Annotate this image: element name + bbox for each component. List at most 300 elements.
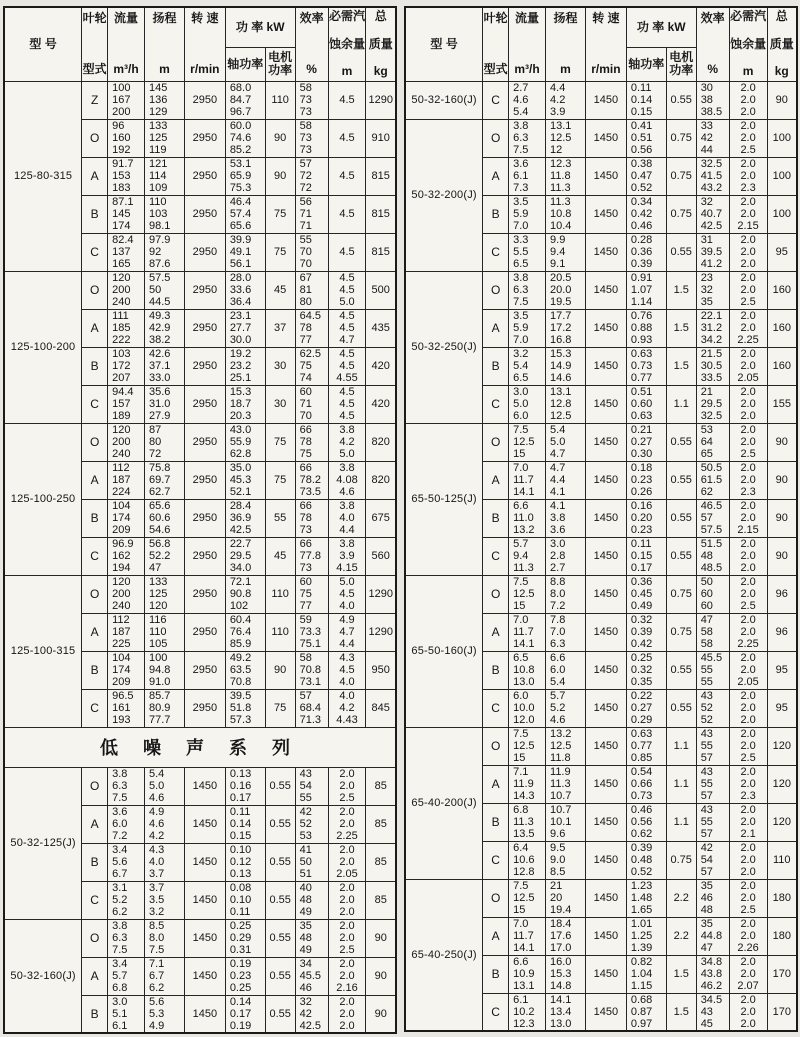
head-cell: 97.9 92 87.6: [145, 233, 185, 271]
efficiency-cell: 23 32 35: [696, 271, 729, 309]
impeller-type-cell: C: [82, 233, 108, 271]
mass-cell: 950: [366, 651, 396, 689]
efficiency-cell: 31 39.5 41.2: [696, 233, 729, 271]
motor-power-cell: 0.55: [265, 919, 295, 957]
head-cell: 5.4 5.0 4.7: [546, 423, 586, 461]
efficiency-cell: 64.5 78 77: [295, 309, 328, 347]
head-cell: 13.1 12.5 12: [546, 119, 586, 157]
header-impeller-type: 叶轮 型式: [82, 7, 108, 81]
impeller-type-cell: O: [483, 879, 509, 917]
shaft-power-cell: 60.0 74.6 85.2: [225, 119, 265, 157]
efficiency-cell: 41 50 51: [295, 843, 328, 881]
speed-cell: 2950: [184, 233, 225, 271]
model-cell: 125-100-315: [4, 575, 82, 727]
mass-cell: 815: [366, 157, 396, 195]
flow-cell: 91.7 153 183: [108, 157, 145, 195]
impeller-type-cell: B: [82, 995, 108, 1033]
npsh-cell: 2.0 2.0 2.15: [729, 195, 767, 233]
impeller-type-cell: B: [483, 195, 509, 233]
header-mass: 总 质量 kg: [767, 7, 797, 81]
motor-power-cell: 0.75: [666, 841, 696, 879]
shaft-power-cell: 19.2 23.2 25.1: [225, 347, 265, 385]
head-cell: 13.1 12.8 12.5: [546, 385, 586, 423]
speed-cell: 1450: [585, 917, 626, 955]
flow-cell: 120 200 240: [108, 271, 145, 309]
flow-cell: 3.5 5.9 7.0: [509, 195, 546, 233]
model-cell: 125-100-200: [4, 271, 82, 423]
impeller-type-cell: C: [483, 385, 509, 423]
npsh-cell: 2.0 2.0 2.3: [729, 157, 767, 195]
mass-cell: 170: [767, 955, 797, 993]
model-cell: 50-32-125(J): [4, 767, 82, 919]
motor-power-cell: 90: [265, 119, 295, 157]
mass-cell: 95: [767, 233, 797, 271]
mass-cell: 180: [767, 879, 797, 917]
shaft-power-cell: 68.0 84.7 96.7: [225, 81, 265, 119]
efficiency-cell: 43 55 57: [696, 765, 729, 803]
header-power: 功 率 kW: [626, 7, 696, 47]
impeller-type-cell: A: [483, 917, 509, 955]
motor-power-cell: 110: [265, 613, 295, 651]
efficiency-cell: 60 75 77: [295, 575, 328, 613]
model-cell: 125-100-250: [4, 423, 82, 575]
mass-cell: 96: [767, 613, 797, 651]
table-row: [4, 767, 396, 805]
model-cell: 65-40-200(J): [405, 727, 483, 879]
mass-cell: 90: [767, 461, 797, 499]
npsh-cell: 4.5 4.5 4.5: [328, 385, 366, 423]
impeller-type-cell: B: [82, 651, 108, 689]
shaft-power-cell: 0.39 0.48 0.52: [626, 841, 666, 879]
flow-cell: 3.2 5.4 6.5: [509, 347, 546, 385]
head-cell: 4.4 4.2 3.9: [546, 81, 586, 119]
mass-cell: 155: [767, 385, 797, 423]
npsh-cell: 2.0 2.0 2.5: [328, 919, 366, 957]
head-cell: 8.5 8.0 7.5: [145, 919, 185, 957]
flow-cell: 6.6 10.9 13.1: [509, 955, 546, 993]
table-row: [4, 423, 396, 461]
npsh-cell: 4.5: [328, 233, 366, 271]
mass-cell: 1290: [366, 81, 396, 119]
header-speed: 转 速 r/min: [184, 7, 225, 81]
model-cell: 50-32-200(J): [405, 119, 483, 271]
speed-cell: 1450: [184, 843, 225, 881]
header-head: 扬程 m: [145, 7, 185, 81]
head-cell: 35.6 31.0 27.9: [145, 385, 185, 423]
head-cell: 85.7 80.9 77.7: [145, 689, 185, 727]
motor-power-cell: 1.1: [666, 727, 696, 765]
mass-cell: 180: [767, 917, 797, 955]
mass-cell: 120: [767, 727, 797, 765]
shaft-power-cell: 46.4 57.4 65.6: [225, 195, 265, 233]
flow-cell: 3.6 6.0 7.2: [108, 805, 145, 843]
efficiency-cell: 58 73 73: [295, 119, 328, 157]
impeller-type-cell: A: [82, 157, 108, 195]
impeller-type-cell: A: [82, 461, 108, 499]
motor-power-cell: 0.55: [265, 881, 295, 919]
motor-power-cell: 0.55: [666, 537, 696, 575]
shaft-power-cell: 1.23 1.48 1.65: [626, 879, 666, 917]
flow-cell: 94.4 157 189: [108, 385, 145, 423]
speed-cell: 2950: [184, 271, 225, 309]
mass-cell: 95: [767, 689, 797, 727]
flow-cell: 112 187 224: [108, 461, 145, 499]
model-cell: 65-40-250(J): [405, 879, 483, 1031]
efficiency-cell: 56 71 71: [295, 195, 328, 233]
shaft-power-cell: 0.25 0.29 0.31: [225, 919, 265, 957]
flow-cell: 82.4 137 165: [108, 233, 145, 271]
flow-cell: 7.0 11.7 14.1: [509, 917, 546, 955]
impeller-type-cell: A: [82, 957, 108, 995]
shaft-power-cell: 0.11 0.14 0.15: [626, 81, 666, 119]
npsh-cell: 2.0 2.0 2.16: [328, 957, 366, 995]
efficiency-cell: 43 54 55: [295, 767, 328, 805]
header-model: 型 号: [405, 7, 483, 81]
npsh-cell: 2.0 2.0 2.3: [729, 765, 767, 803]
right-table-container: [404, 6, 798, 1034]
head-cell: 3.7 3.5 3.2: [145, 881, 185, 919]
motor-power-cell: 2.2: [666, 879, 696, 917]
speed-cell: 1450: [585, 765, 626, 803]
table-row: [405, 81, 797, 119]
npsh-cell: 2.0 2.0 2.0: [729, 81, 767, 119]
speed-cell: 1450: [585, 575, 626, 613]
npsh-cell: 4.5: [328, 157, 366, 195]
efficiency-cell: 62.5 75 74: [295, 347, 328, 385]
mass-cell: 120: [767, 803, 797, 841]
mass-cell: 85: [366, 767, 396, 805]
speed-cell: 1450: [585, 651, 626, 689]
npsh-cell: 3.8 4.2 5.0: [328, 423, 366, 461]
head-cell: 17.7 17.2 16.8: [546, 309, 586, 347]
pump-table-left: [3, 6, 397, 1034]
shaft-power-cell: 0.25 0.32 0.35: [626, 651, 666, 689]
head-cell: 100 94.8 91.0: [145, 651, 185, 689]
npsh-cell: 2.0 2.0 2.0: [328, 995, 366, 1033]
flow-cell: 5.7 9.4 11.3: [509, 537, 546, 575]
head-cell: 20.5 20.0 19.5: [546, 271, 586, 309]
efficiency-cell: 57 72 72: [295, 157, 328, 195]
shaft-power-cell: 0.46 0.56 0.62: [626, 803, 666, 841]
motor-power-cell: 75: [265, 233, 295, 271]
efficiency-cell: 40 48 49: [295, 881, 328, 919]
npsh-cell: 2.0 2.0 2.05: [729, 651, 767, 689]
head-cell: 4.3 4.0 3.7: [145, 843, 185, 881]
table-row: [405, 119, 797, 157]
impeller-type-cell: C: [483, 841, 509, 879]
shaft-power-cell: 0.10 0.12 0.13: [225, 843, 265, 881]
table-row: [4, 919, 396, 957]
header-flow: 流量 m³/h: [509, 7, 546, 81]
npsh-cell: 4.0 4.2 4.43: [328, 689, 366, 727]
mass-cell: 90: [366, 957, 396, 995]
npsh-cell: 2.0 2.0 2.25: [729, 613, 767, 651]
flow-cell: 96.5 161 193: [108, 689, 145, 727]
shaft-power-cell: 0.63 0.77 0.85: [626, 727, 666, 765]
motor-power-cell: 0.55: [666, 233, 696, 271]
model-cell: 50-32-160(J): [4, 919, 82, 1033]
flow-cell: 3.3 5.5 6.5: [509, 233, 546, 271]
header-power: 功 率 kW: [225, 7, 295, 47]
speed-cell: 1450: [184, 957, 225, 995]
motor-power-cell: 110: [265, 575, 295, 613]
speed-cell: 1450: [585, 157, 626, 195]
model-cell: 50-32-160(J): [405, 81, 483, 119]
shaft-power-cell: 0.22 0.27 0.29: [626, 689, 666, 727]
speed-cell: 1450: [585, 81, 626, 119]
head-cell: 4.9 4.6 4.2: [145, 805, 185, 843]
head-cell: 110 103 98.1: [145, 195, 185, 233]
mass-cell: 100: [767, 119, 797, 157]
impeller-type-cell: Z: [82, 81, 108, 119]
motor-power-cell: 75: [265, 689, 295, 727]
npsh-cell: 2.0 2.0 2.0: [729, 689, 767, 727]
shaft-power-cell: 39.9 49.1 56.1: [225, 233, 265, 271]
speed-cell: 1450: [585, 271, 626, 309]
shaft-power-cell: 39.5 51.8 57.3: [225, 689, 265, 727]
speed-cell: 1450: [585, 461, 626, 499]
head-cell: 21 20 19.4: [546, 879, 586, 917]
head-cell: 4.7 4.4 4.1: [546, 461, 586, 499]
head-cell: 87 80 72: [145, 423, 185, 461]
flow-cell: 120 200 240: [108, 423, 145, 461]
impeller-type-cell: O: [483, 271, 509, 309]
impeller-type-cell: O: [483, 423, 509, 461]
impeller-type-cell: A: [483, 765, 509, 803]
impeller-type-cell: C: [483, 689, 509, 727]
flow-cell: 96 160 192: [108, 119, 145, 157]
shaft-power-cell: 0.51 0.60 0.63: [626, 385, 666, 423]
impeller-type-cell: C: [483, 993, 509, 1031]
mass-cell: 160: [767, 309, 797, 347]
motor-power-cell: 0.55: [265, 805, 295, 843]
motor-power-cell: 75: [265, 423, 295, 461]
head-cell: 75.8 69.7 62.7: [145, 461, 185, 499]
shaft-power-cell: 60.4 76.4 85.9: [225, 613, 265, 651]
impeller-type-cell: O: [82, 575, 108, 613]
flow-cell: 6.6 11.0 13.2: [509, 499, 546, 537]
shaft-power-cell: 0.11 0.14 0.15: [225, 805, 265, 843]
efficiency-cell: 66 77.8 73: [295, 537, 328, 575]
shaft-power-cell: 0.13 0.16 0.17: [225, 767, 265, 805]
mass-cell: 1290: [366, 575, 396, 613]
speed-cell: 1450: [184, 881, 225, 919]
speed-cell: 2950: [184, 195, 225, 233]
efficiency-cell: 66 78.2 73.5: [295, 461, 328, 499]
mass-cell: 90: [767, 499, 797, 537]
table-row: [405, 271, 797, 309]
motor-power-cell: 0.75: [666, 575, 696, 613]
head-cell: 11.3 10.8 10.4: [546, 195, 586, 233]
efficiency-cell: 43 52 52: [696, 689, 729, 727]
npsh-cell: 2.0 2.0 2.5: [729, 423, 767, 461]
left-table-container: [3, 6, 397, 1034]
motor-power-cell: 1.5: [666, 271, 696, 309]
speed-cell: 2950: [184, 613, 225, 651]
header-shaft-power: 轴功率: [225, 47, 265, 81]
impeller-type-cell: B: [82, 195, 108, 233]
impeller-type-cell: C: [483, 233, 509, 271]
shaft-power-cell: 23.1 27.7 30.0: [225, 309, 265, 347]
head-cell: 4.1 3.8 3.6: [546, 499, 586, 537]
efficiency-cell: 42 54 57: [696, 841, 729, 879]
motor-power-cell: 0.55: [265, 767, 295, 805]
speed-cell: 2950: [184, 537, 225, 575]
impeller-type-cell: B: [483, 955, 509, 993]
shaft-power-cell: 0.34 0.42 0.46: [626, 195, 666, 233]
mass-cell: 170: [767, 993, 797, 1031]
flow-cell: 3.0 5.1 6.1: [108, 995, 145, 1033]
speed-cell: 1450: [585, 347, 626, 385]
flow-cell: 6.0 10.0 12.0: [509, 689, 546, 727]
efficiency-cell: 60 71 70: [295, 385, 328, 423]
motor-power-cell: 2.2: [666, 917, 696, 955]
head-cell: 15.3 14.9 14.6: [546, 347, 586, 385]
head-cell: 10.7 10.1 9.6: [546, 803, 586, 841]
flow-cell: 7.0 11.7 14.1: [509, 461, 546, 499]
flow-cell: 104 174 209: [108, 499, 145, 537]
head-cell: 5.4 5.0 4.6: [145, 767, 185, 805]
model-cell: 50-32-250(J): [405, 271, 483, 423]
table-row: [4, 81, 396, 119]
flow-cell: 96.9 162 194: [108, 537, 145, 575]
mass-cell: 820: [366, 423, 396, 461]
header-efficiency: 效率 %: [295, 7, 328, 81]
efficiency-cell: 58 70.8 73.1: [295, 651, 328, 689]
flow-cell: 7.0 11.7 14.1: [509, 613, 546, 651]
flow-cell: 7.1 11.9 14.3: [509, 765, 546, 803]
flow-cell: 3.0 5.0 6.0: [509, 385, 546, 423]
head-cell: 65.6 60.6 54.6: [145, 499, 185, 537]
efficiency-cell: 50.5 61.5 62: [696, 461, 729, 499]
npsh-cell: 4.5 4.5 4.7: [328, 309, 366, 347]
npsh-cell: 4.5 4.5 4.55: [328, 347, 366, 385]
impeller-type-cell: C: [483, 537, 509, 575]
impeller-type-cell: A: [82, 309, 108, 347]
efficiency-cell: 21.5 30.5 33.5: [696, 347, 729, 385]
efficiency-cell: 22.1 31.2 34.2: [696, 309, 729, 347]
flow-cell: 3.5 5.9 7.0: [509, 309, 546, 347]
mass-cell: 420: [366, 385, 396, 423]
header-npsh: 必需汽 蚀余量 m: [328, 7, 366, 81]
efficiency-cell: 35 48 49: [295, 919, 328, 957]
head-cell: 49.3 42.9 38.2: [145, 309, 185, 347]
table-row: [405, 879, 797, 917]
flow-cell: 7.5 12.5 15: [509, 423, 546, 461]
shaft-power-cell: 0.68 0.87 0.97: [626, 993, 666, 1031]
speed-cell: 1450: [585, 803, 626, 841]
header-speed: 转 速 r/min: [585, 7, 626, 81]
impeller-type-cell: O: [82, 767, 108, 805]
flow-cell: 112 187 225: [108, 613, 145, 651]
motor-power-cell: 0.55: [265, 843, 295, 881]
speed-cell: 1450: [184, 767, 225, 805]
efficiency-cell: 42 52 53: [295, 805, 328, 843]
efficiency-cell: 46.5 57 57.5: [696, 499, 729, 537]
impeller-type-cell: O: [483, 119, 509, 157]
npsh-cell: 2.0 2.0 2.25: [729, 309, 767, 347]
shaft-power-cell: 0.21 0.27 0.30: [626, 423, 666, 461]
speed-cell: 1450: [585, 993, 626, 1031]
speed-cell: 2950: [184, 423, 225, 461]
shaft-power-cell: 0.18 0.23 0.26: [626, 461, 666, 499]
motor-power-cell: 0.75: [666, 195, 696, 233]
npsh-cell: 2.0 2.0 2.1: [729, 803, 767, 841]
shaft-power-cell: 0.19 0.23 0.25: [225, 957, 265, 995]
shaft-power-cell: 0.63 0.73 0.77: [626, 347, 666, 385]
motor-power-cell: 45: [265, 271, 295, 309]
npsh-cell: 2.0 2.0 2.25: [328, 805, 366, 843]
motor-power-cell: 1.1: [666, 803, 696, 841]
flow-cell: 3.8 6.3 7.5: [108, 919, 145, 957]
npsh-cell: 2.0 2.0 2.0: [328, 881, 366, 919]
speed-cell: 2950: [184, 689, 225, 727]
flow-cell: 3.6 6.1 7.3: [509, 157, 546, 195]
flow-cell: 100 167 200: [108, 81, 145, 119]
head-cell: 18.4 17.6 17.0: [546, 917, 586, 955]
motor-power-cell: 0.55: [666, 499, 696, 537]
npsh-cell: 2.0 2.0 2.5: [729, 727, 767, 765]
head-cell: 42.6 37.1 33.0: [145, 347, 185, 385]
speed-cell: 1450: [585, 309, 626, 347]
speed-cell: 1450: [585, 119, 626, 157]
table-row: [405, 423, 797, 461]
impeller-type-cell: B: [483, 803, 509, 841]
speed-cell: 2950: [184, 119, 225, 157]
flow-cell: 3.8 6.3 7.5: [509, 119, 546, 157]
speed-cell: 1450: [184, 919, 225, 957]
npsh-cell: 3.8 4.08 4.6: [328, 461, 366, 499]
efficiency-cell: 51.5 48 48.5: [696, 537, 729, 575]
motor-power-cell: 0.55: [666, 651, 696, 689]
npsh-cell: 3.8 3.9 4.15: [328, 537, 366, 575]
speed-cell: 1450: [585, 879, 626, 917]
mass-cell: 85: [366, 881, 396, 919]
speed-cell: 1450: [184, 995, 225, 1033]
npsh-cell: 2.0 2.0 2.5: [729, 119, 767, 157]
flow-cell: 104 174 209: [108, 651, 145, 689]
flow-cell: 2.7 4.6 5.4: [509, 81, 546, 119]
head-cell: 12.3 11.8 11.3: [546, 157, 586, 195]
mass-cell: 110: [767, 841, 797, 879]
npsh-cell: 4.3 4.5 4.0: [328, 651, 366, 689]
motor-power-cell: 1.5: [666, 347, 696, 385]
mass-cell: 675: [366, 499, 396, 537]
model-cell: 65-50-160(J): [405, 575, 483, 727]
speed-cell: 2950: [184, 81, 225, 119]
impeller-type-cell: C: [82, 537, 108, 575]
efficiency-cell: 35 44.8 47: [696, 917, 729, 955]
impeller-type-cell: B: [82, 347, 108, 385]
motor-power-cell: 1.1: [666, 765, 696, 803]
efficiency-cell: 34 45.5 46: [295, 957, 328, 995]
speed-cell: 2950: [184, 347, 225, 385]
npsh-cell: 4.5: [328, 81, 366, 119]
impeller-type-cell: B: [82, 499, 108, 537]
flow-cell: 7.5 12.5 15: [509, 879, 546, 917]
flow-cell: 7.5 12.5 15: [509, 727, 546, 765]
speed-cell: 2950: [184, 385, 225, 423]
impeller-type-cell: O: [483, 575, 509, 613]
npsh-cell: 2.0 2.0 2.05: [729, 347, 767, 385]
head-cell: 116 110 105: [145, 613, 185, 651]
motor-power-cell: 0.55: [265, 957, 295, 995]
efficiency-cell: 34.5 43 45: [696, 993, 729, 1031]
motor-power-cell: 30: [265, 347, 295, 385]
motor-power-cell: 1.5: [666, 993, 696, 1031]
speed-cell: 1450: [585, 423, 626, 461]
motor-power-cell: 90: [265, 651, 295, 689]
